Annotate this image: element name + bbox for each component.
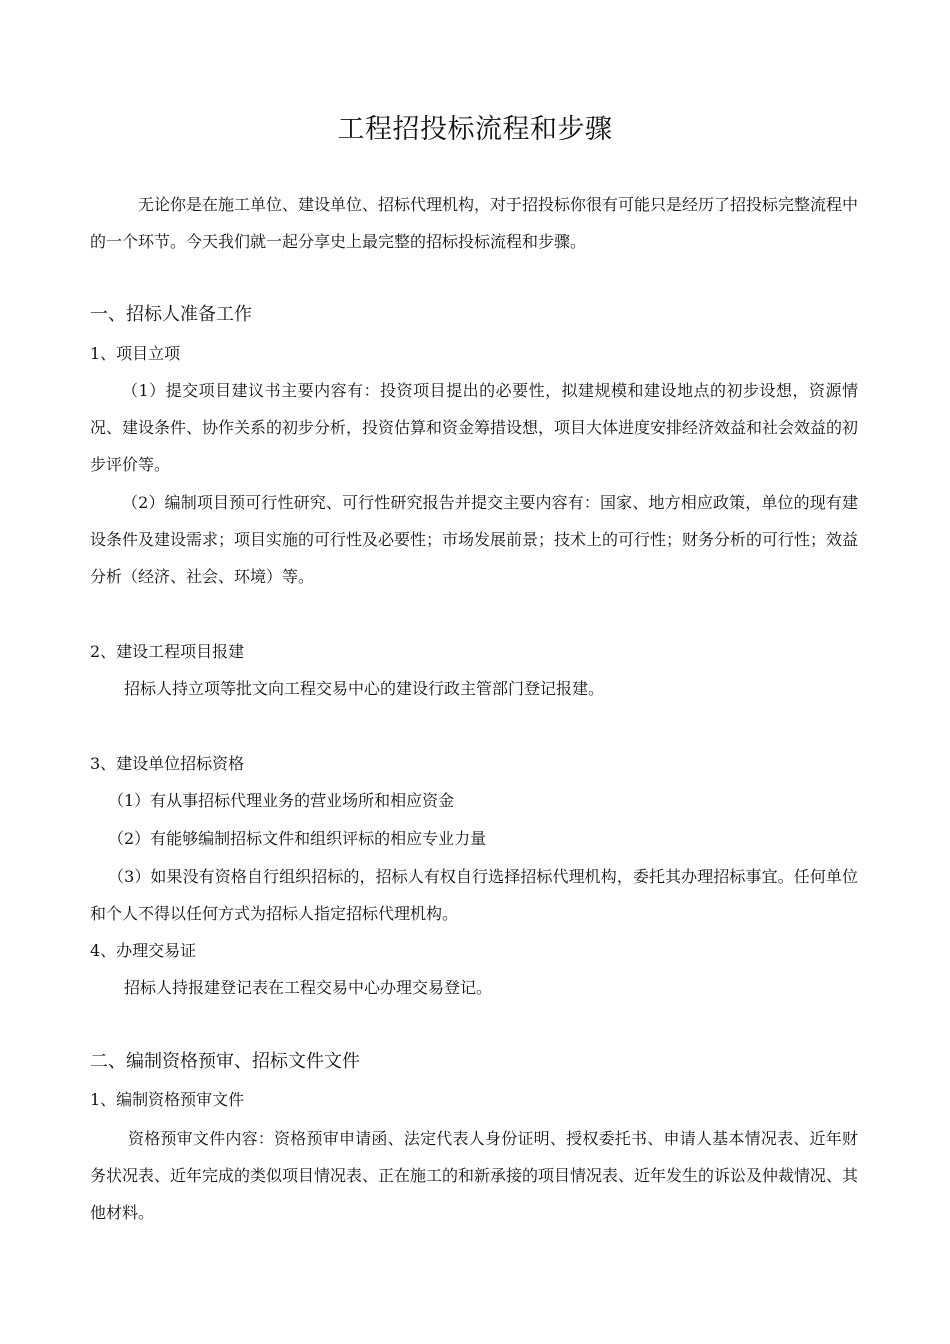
section-1-2-heading: 2、建设工程项目报建 (90, 642, 245, 661)
section-1-2-paragraph: 招标人持立项等批文向工程交易中心的建设行政主管部门登记报建。 (124, 679, 605, 698)
section-1-1-heading: 1、项目立项 (90, 344, 181, 363)
section-1-3-item-1: （1）有从事招标代理业务的营业场所和相应资金 (108, 791, 455, 810)
section-1-4-heading: 4、办理交易证 (90, 941, 197, 960)
section-1-3-item-3: （3）如果没有资格自行组织招标的，招标人有权自行选择招标代理机构，委托其办理招标事宜。任何单位和个人不得以任何方式为招标人指定招标代理机构。 (90, 867, 858, 923)
section-1-3-heading: 3、建设单位招标资格 (90, 754, 245, 773)
section-1-4-paragraph: 招标人持报建登记表在工程交易中心办理交易登记。 (124, 978, 493, 997)
section-1-1-paragraph-2: （2）编制项目预可行性研究、可行性研究报告并提交主要内容有：国家、地方相应政策，单位的现有建设条件及建设需求；项目实施的可行性及必要性；市场发展前景；技术上的可行性；财务分析的可行性；效益分析（经济、社会、环境）等。 (90, 493, 859, 586)
section-1-heading: 一、招标人准备工作 (90, 304, 252, 325)
section-1-1-paragraph-1: （1）提交项目建议书主要内容有：投资项目提出的必要性，拟建规模和建设地点的初步设想，资源情况、建设条件、协作关系的初步分析，投资估算和资金筹措设想，项目大体进度安排经济效益和社会效益的初步评价等。 (90, 381, 859, 474)
section-1-3-item-2: （2）有能够编制招标文件和组织评标的相应专业力量 (108, 829, 487, 848)
section-2-1-paragraph: 资格预审文件内容：资格预审申请函、法定代表人身份证明、授权委托书、申请人基本情况表、近年财务状况表、近年完成的类似项目情况表、正在施工的和新承接的项目情况表、近年发生的诉讼及仲裁情况、其他材料。 (90, 1129, 859, 1222)
document-title: 工程招投标流程和步骤 (337, 114, 613, 145)
section-2-1-heading: 1、编制资格预审文件 (90, 1090, 245, 1109)
section-2-heading: 二、编制资格预审、招标文件文件 (90, 1051, 360, 1072)
intro-paragraph: 无论你是在施工单位、建设单位、招标代理机构，对于招投标你很有可能只是经历了招投标完整流程中的一个环节。今天我们就一起分享史上最完整的招标投标流程和步骤。 (90, 195, 859, 251)
